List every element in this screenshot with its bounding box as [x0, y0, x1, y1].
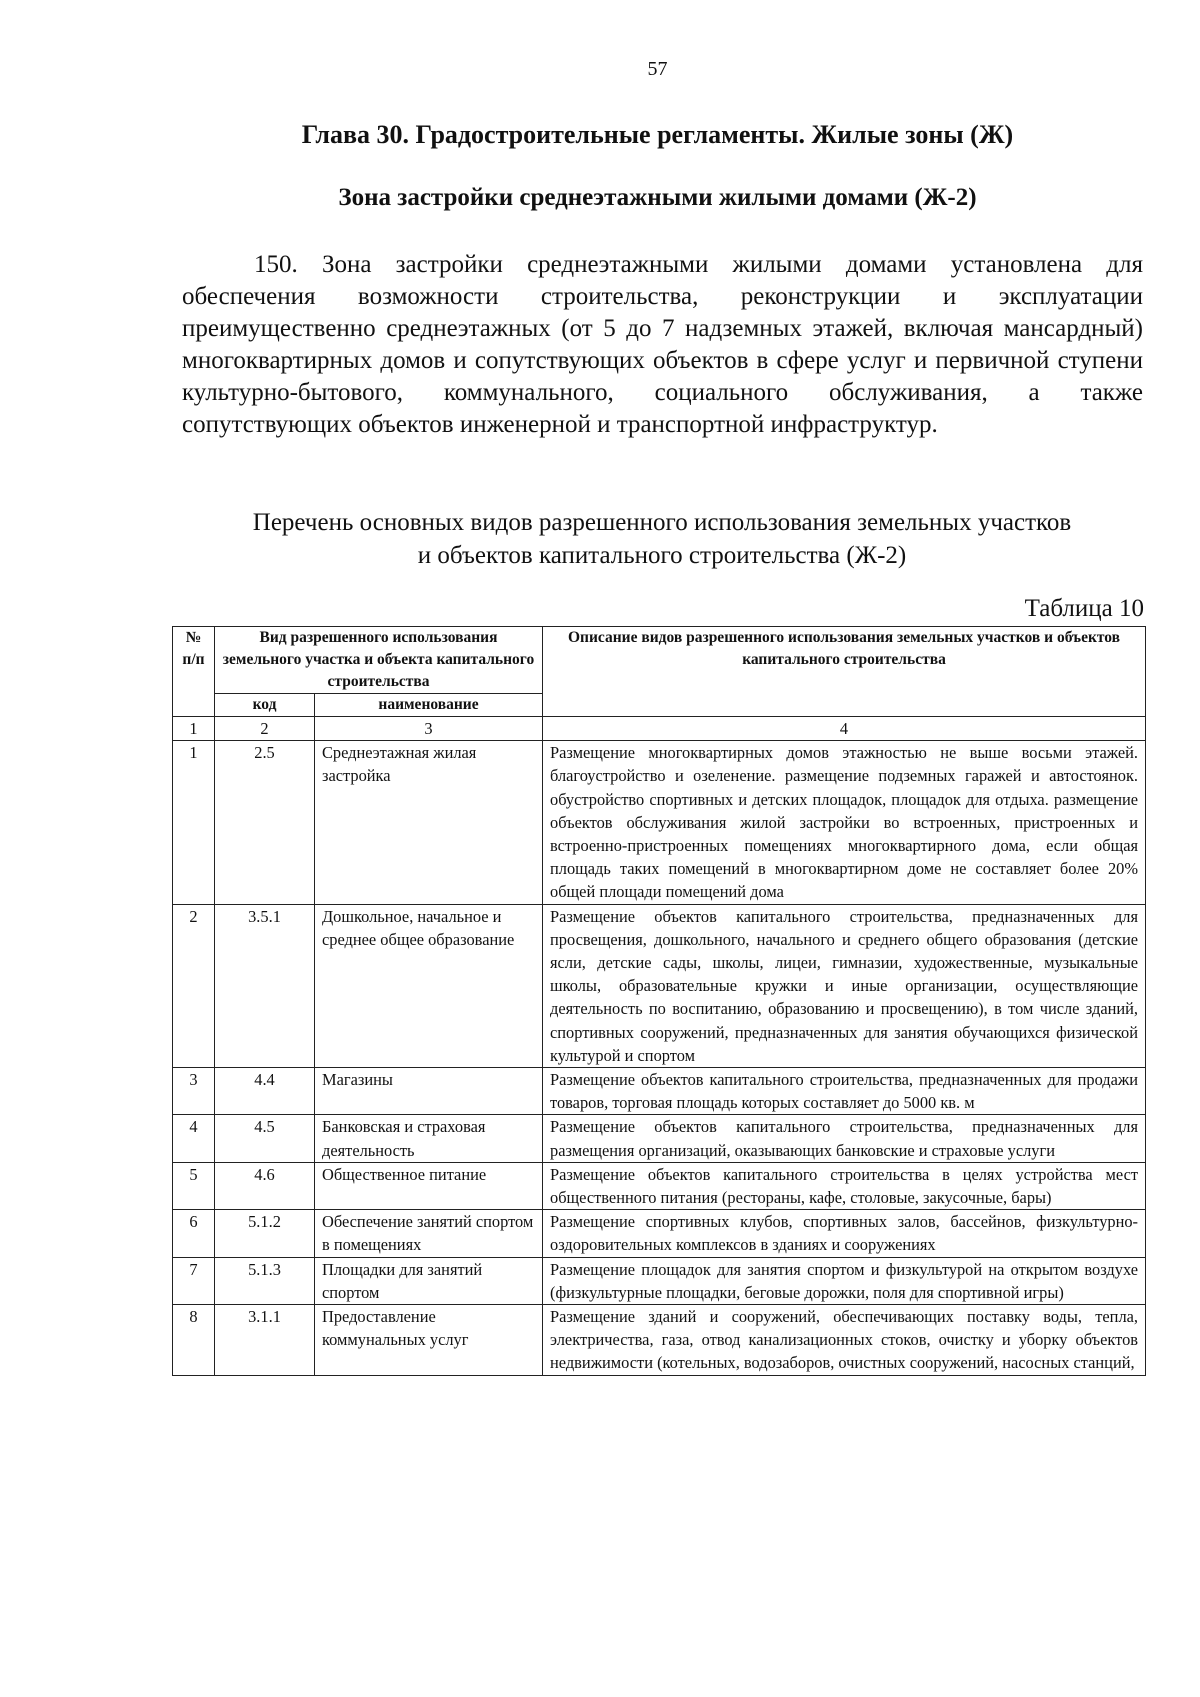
- permitted-uses-table: [172, 626, 1146, 1376]
- row-num: 8: [173, 1305, 215, 1376]
- row-code: 3.1.1: [215, 1305, 315, 1376]
- row-name: Среднеэтажная жилая застройка: [315, 741, 543, 904]
- row-code: 5.1.3: [215, 1257, 315, 1304]
- table-row: [173, 1210, 1146, 1257]
- row-code: 5.1.2: [215, 1210, 315, 1257]
- row-name: Дошкольное, начальное и среднее общее образование: [315, 904, 543, 1067]
- list-heading-line2: и объектов капитального строительства (Ж-2): [417, 542, 907, 569]
- header-name: наименование: [315, 694, 543, 717]
- row-code: 4.4: [215, 1068, 315, 1115]
- row-description: Размещение объектов капитального строительства в целях устройства мест общественного питания (рестораны, кафе, столовые, закусочные, бары): [543, 1162, 1146, 1209]
- column-number: 2: [215, 717, 315, 741]
- page-number: 57: [647, 58, 668, 80]
- row-description: Размещение многоквартирных домов этажностью не выше восьми этажей. благоустройство и озеленение. размещение подземных гаражей и автостоянок. обустройство спортивных и детских площадок, площадок для отдыха. размещение объектов обслуживания жилой застройки во встроенных, пристроенных и встроенно-пристроенных помещениях многоквартирного дома, если общая площадь таких помещений в многоквартирном доме не составляет более 20% общей площади помещений дома: [543, 741, 1146, 904]
- row-code: 4.5: [215, 1115, 315, 1162]
- table-row: [173, 1068, 1146, 1115]
- header-code: код: [215, 694, 315, 717]
- column-number: 3: [315, 717, 543, 741]
- row-description: Размещение объектов капитального строительства, предназначенных для просвещения, дошкольного, начального и среднего общего образования (детские ясли, детские сады, школы, лицеи, гимназии, художественные, музыкальные школы, образовательные кружки и иные организации, осуществляющие деятельность по воспитанию, образованию и просвещению), в том числе зданий, спортивных сооружений, предназначенных для занятия обучающихся физической культурой и спортом: [543, 904, 1146, 1067]
- table-row: [173, 1162, 1146, 1209]
- table-row: [173, 1305, 1146, 1376]
- table-caption: Таблица 10: [1024, 595, 1144, 622]
- row-code: 3.5.1: [215, 904, 315, 1067]
- table-row: [173, 1257, 1146, 1304]
- table-row: [173, 904, 1146, 1067]
- row-name: Предоставление коммунальных услуг: [315, 1305, 543, 1376]
- row-num: 3: [173, 1068, 215, 1115]
- row-name: Обеспечение занятий спортом в помещениях: [315, 1210, 543, 1257]
- row-name: Площадки для занятий спортом: [315, 1257, 543, 1304]
- column-number: 4: [543, 717, 1146, 741]
- row-num: 4: [173, 1115, 215, 1162]
- row-description: Размещение зданий и сооружений, обеспечивающих поставку воды, тепла, электричества, газа, отвод канализационных стоков, очистку и уборку объектов недвижимости (котельных, водозаборов, очистных сооружений, насосных станций,: [543, 1305, 1146, 1376]
- row-description: Размещение спортивных клубов, спортивных залов, бассейнов, физкультурно-оздоровительных комплексов в зданиях и сооружениях: [543, 1210, 1146, 1257]
- row-code: 2.5: [215, 741, 315, 904]
- column-number: 1: [173, 717, 215, 741]
- table-row: [173, 1115, 1146, 1162]
- row-description: Размещение объектов капитального строительства, предназначенных для размещения организаций, оказывающих банковские и страховые услуги: [543, 1115, 1146, 1162]
- row-num: 2: [173, 904, 215, 1067]
- row-description: Размещение площадок для занятия спортом и физкультурой на открытом воздухе (физкультурные площадки, беговые дорожки, поля для спортивной игры): [543, 1257, 1146, 1304]
- header-kind: Вид разрешенного использования земельного участка и объекта капитального строительства: [215, 627, 543, 694]
- table-row: [173, 741, 1146, 904]
- row-name: Банковская и страховая деятельность: [315, 1115, 543, 1162]
- list-heading-line1: Перечень основных видов разрешенного использования земельных участков: [252, 509, 1072, 536]
- column-number-row: [173, 717, 1146, 741]
- zone-description-paragraph: 150. Зона застройки среднеэтажными жилыми домами установлена для обеспечения возможности строительства, реконструкции и эксплуатации преимущественно среднеэтажных (от 5 до 7 надземных этажей, включая мансардный) многоквартирных домов и сопутствующих объектов в сфере услуг и первичной ступени культурно-бытового, коммунального, социального обслуживания, а также сопутствующих объектов инженерной и транспортной инфраструктур.: [182, 251, 1143, 438]
- row-description: Размещение объектов капитального строительства, предназначенных для продажи товаров, торговая площадь которых составляет до 5000 кв. м: [543, 1068, 1146, 1115]
- row-num: 5: [173, 1162, 215, 1209]
- chapter-title: Глава 30. Градостроительные регламенты. Жилые зоны (Ж): [301, 120, 1014, 149]
- header-desc: Описание видов разрешенного использования земельных участков и объектов капитального строительства: [543, 627, 1146, 717]
- row-name: Магазины: [315, 1068, 543, 1115]
- header-num: № п/п: [173, 627, 215, 717]
- row-num: 7: [173, 1257, 215, 1304]
- row-code: 4.6: [215, 1162, 315, 1209]
- row-num: 1: [173, 741, 215, 904]
- row-num: 6: [173, 1210, 215, 1257]
- zone-title: Зона застройки среднеэтажными жилыми домами (Ж-2): [338, 184, 977, 211]
- row-name: Общественное питание: [315, 1162, 543, 1209]
- list-heading: [172, 506, 1152, 572]
